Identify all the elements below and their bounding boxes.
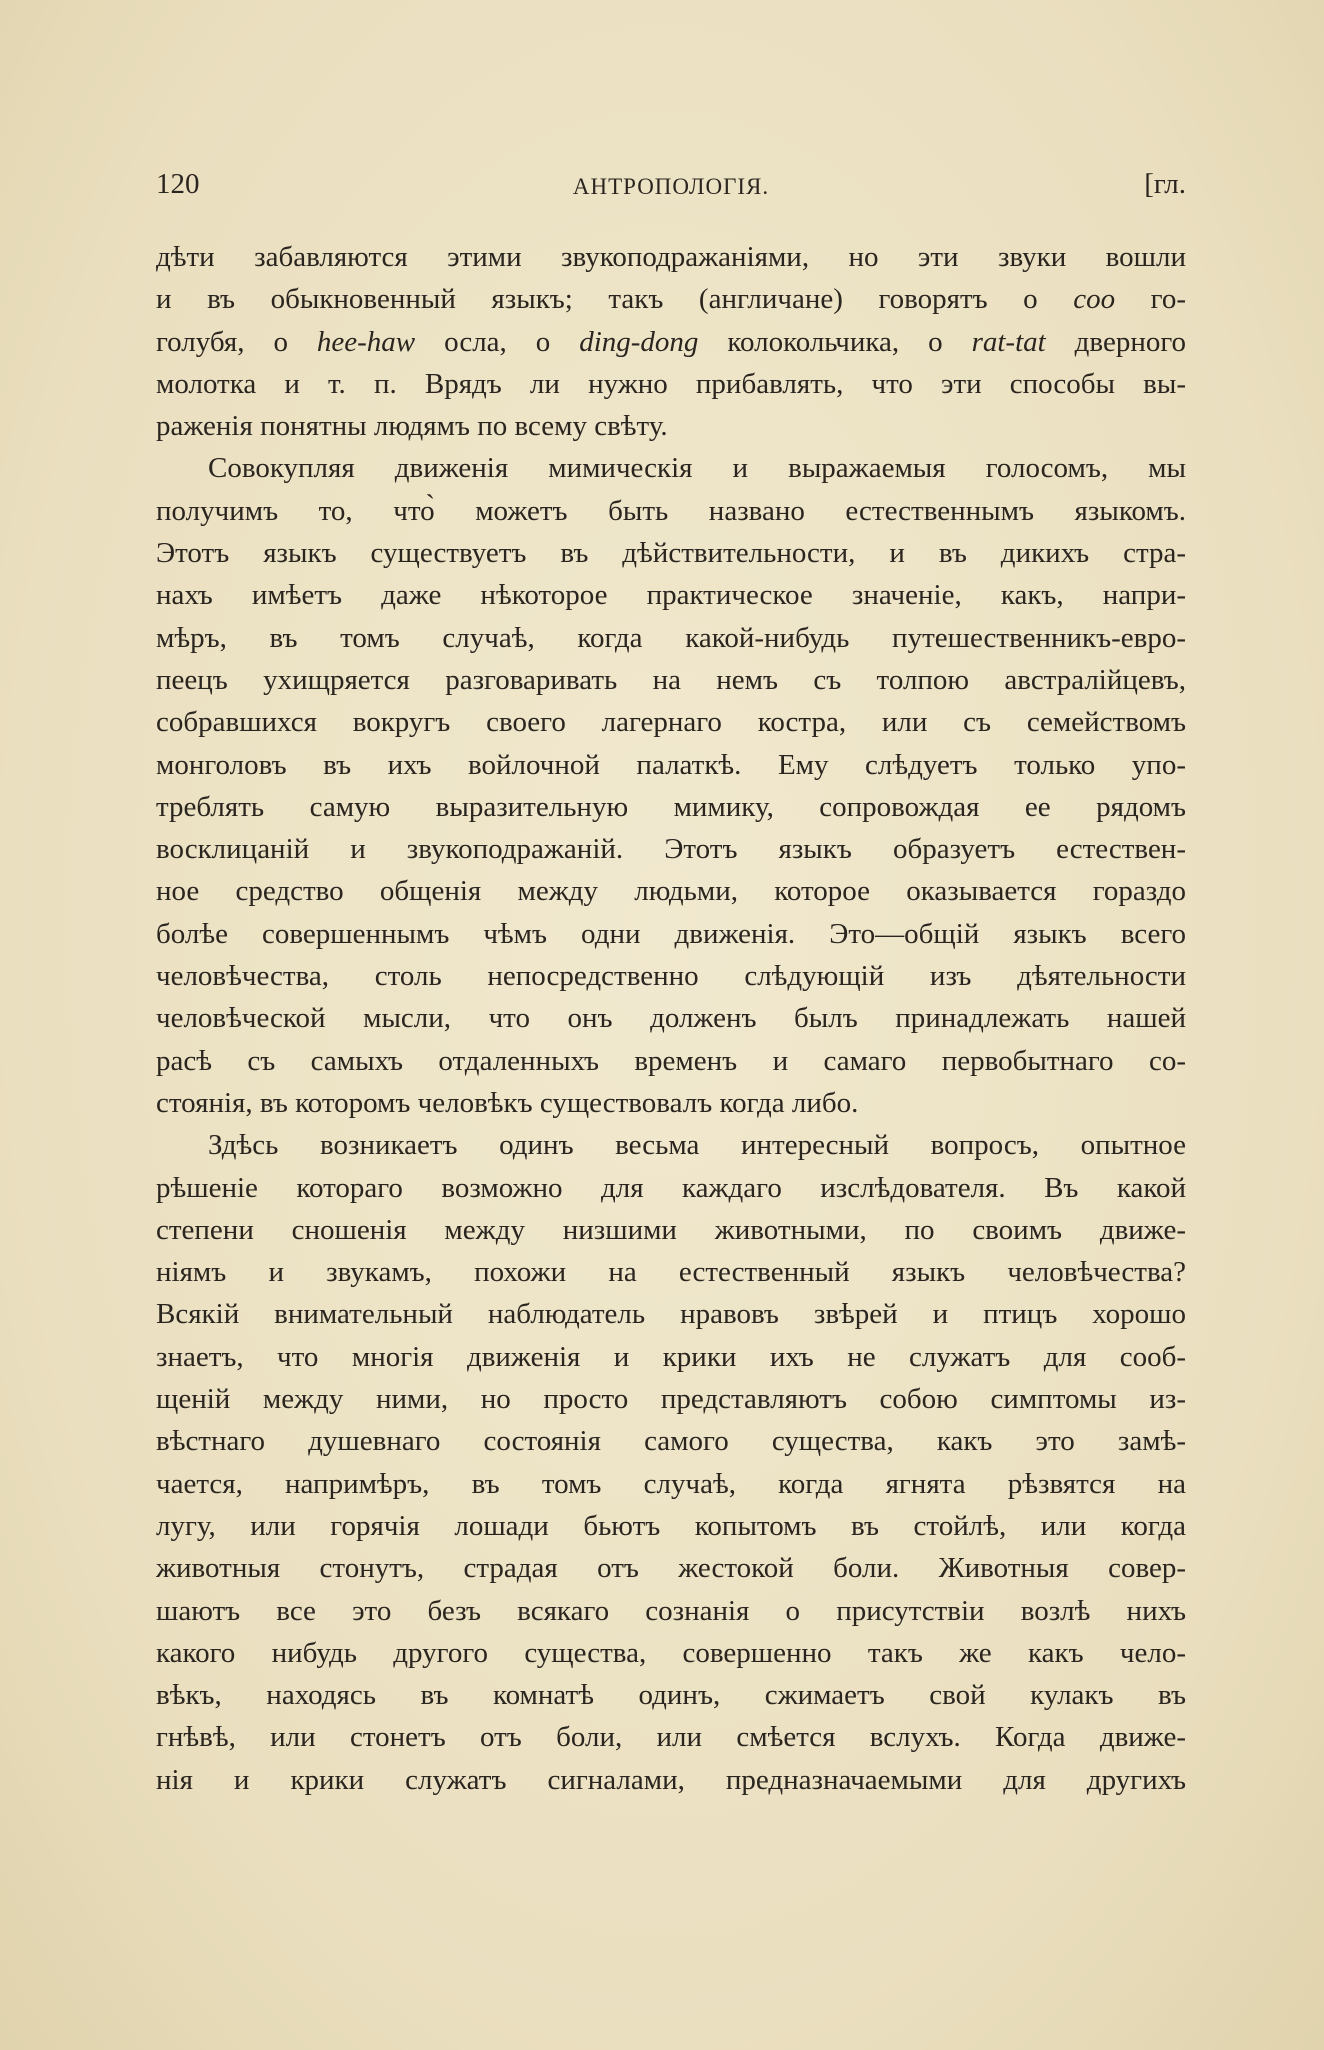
text-line: человѣчества, столь непосредственно слѣдующій изъ дѣятельности	[156, 960, 1186, 993]
text-line: животныя стонутъ, страдая отъ жестокой боли. Животныя совер-	[156, 1552, 1186, 1585]
text-fragment: осла, о	[444, 325, 551, 358]
text-line: раженія понятны людямъ по всему свѣту.	[156, 410, 668, 443]
text-line: человѣческой мысли, что онъ долженъ былъ принадлежать нашей	[156, 1002, 1186, 1035]
text-line: стоянія, въ которомъ человѣкъ существовалъ когда либо.	[156, 1086, 859, 1119]
running-title: АНТРОПОЛОГІЯ.	[572, 174, 770, 199]
text-line: Этотъ языкъ существуетъ въ дѣйствительности, и въ дикихъ стра-	[156, 537, 1186, 570]
text-line: нахъ имѣетъ даже нѣкоторое практическое значеніе, какъ, напри-	[156, 579, 1186, 612]
text-line: и въ обыкновенный языкъ; такъ (англичане) говорятъ о coo го-	[156, 283, 1186, 316]
text-line: гнѣвѣ, или стонетъ отъ боли, или смѣется вслухъ. Когда движе-	[156, 1721, 1186, 1754]
text-line: собравшихся вокругъ своего лагернаго костра, или съ семействомъ	[156, 706, 1186, 739]
text-line: степени сношенія между низшими животными, по своимъ движе-	[156, 1213, 1186, 1246]
text-line: мѣръ, въ томъ случаѣ, когда какой-нибудь путешественникъ-евро-	[156, 621, 1186, 654]
text-line: лугу, или горячія лошади бьютъ копытомъ въ стойлѣ, или когда	[156, 1509, 1186, 1542]
text-fragment: дверного	[1074, 325, 1187, 358]
text-line: вѣкъ, находясь въ комнатѣ одинъ, сжимаетъ свой кулакъ въ	[156, 1679, 1186, 1712]
italic-word-ding-dong: ding-dong	[579, 325, 699, 358]
text-line: шаютъ все это безъ всякаго сознанія о присутствіи возлѣ нихъ	[156, 1594, 1186, 1627]
text-line: рѣшеніе котораго возможно для каждаго изслѣдователя. Въ какой	[156, 1171, 1186, 1204]
text-line: расѣ съ самыхъ отдаленныхъ временъ и самаго первобытнаго со-	[156, 1044, 1186, 1077]
text-line: болѣе совершеннымъ чѣмъ одни движенія. Это—общій языкъ всего	[156, 917, 1186, 950]
text-line: ное средство общенія между людьми, которое оказывается гораздо	[156, 875, 1186, 908]
text-line: пеецъ ухищряется разговаривать на немъ съ толпою австралійцевъ,	[156, 663, 1186, 696]
text-line: вѣстнаго душевнаго состоянія самого существа, какъ это замѣ-	[156, 1425, 1186, 1458]
text-line: Совокупляя движенія мимическія и выражаемыя голосомъ, мы	[208, 452, 1186, 485]
text-fragment: колокольчика, о	[727, 325, 943, 358]
text-line: Здѣсь возникаетъ одинъ весьма интересный вопросъ, опытное	[208, 1129, 1186, 1162]
text-line: нія и крики служатъ сигналами, предназначаемыми для другихъ	[156, 1763, 1186, 1796]
text-line: знаетъ, что многія движенія и крики ихъ не служатъ для сооб-	[156, 1340, 1186, 1373]
text-line: треблять самую выразительную мимику, сопровождая ее рядомъ	[156, 790, 1186, 823]
body-text	[156, 236, 1186, 1801]
chapter-mark: [гл.	[1144, 168, 1186, 200]
text-line: молотка и т. п. Врядъ ли нужно прибавлять, что эти способы вы-	[156, 367, 1186, 400]
italic-word-rat-tat: rat-tat	[971, 325, 1046, 358]
italic-word-coo: coo	[1073, 283, 1116, 316]
text-line: восклицаній и звукоподражаній. Этотъ языкъ образуетъ естествен-	[156, 833, 1186, 866]
text-line: Всякій внимательный наблюдатель нравовъ звѣрей и птицъ хорошо	[156, 1298, 1186, 1331]
page-header	[156, 168, 1186, 208]
text-line: получимъ то, что̀ можетъ быть названо естественнымъ языкомъ.	[156, 494, 1186, 527]
text-line: какого нибудь другого существа, совершенно такъ же какъ чело-	[156, 1636, 1186, 1669]
text-line	[156, 321, 1186, 363]
text-fragment: голубя, о	[156, 325, 288, 358]
text-fragment: и въ обыкновенный языкъ; такъ (англичане) говорятъ о	[156, 283, 1038, 316]
text-line: дѣти забавляются этими звукоподражаніями, но эти звуки вошли	[156, 241, 1186, 273]
text-line: щеній между ними, но просто представляютъ собою симптомы из-	[156, 1383, 1186, 1416]
italic-word-hee-haw: hee-haw	[316, 325, 416, 358]
page-number: 120	[156, 168, 200, 200]
text-line: ніямъ и звукамъ, похожи на естественный языкъ человѣчества?	[156, 1256, 1186, 1289]
text-line: чается, напримѣръ, въ томъ случаѣ, когда ягнята рѣзвятся на	[156, 1467, 1186, 1500]
text-line: монголовъ въ ихъ войлочной палаткѣ. Ему слѣдуетъ только упо-	[156, 748, 1186, 781]
